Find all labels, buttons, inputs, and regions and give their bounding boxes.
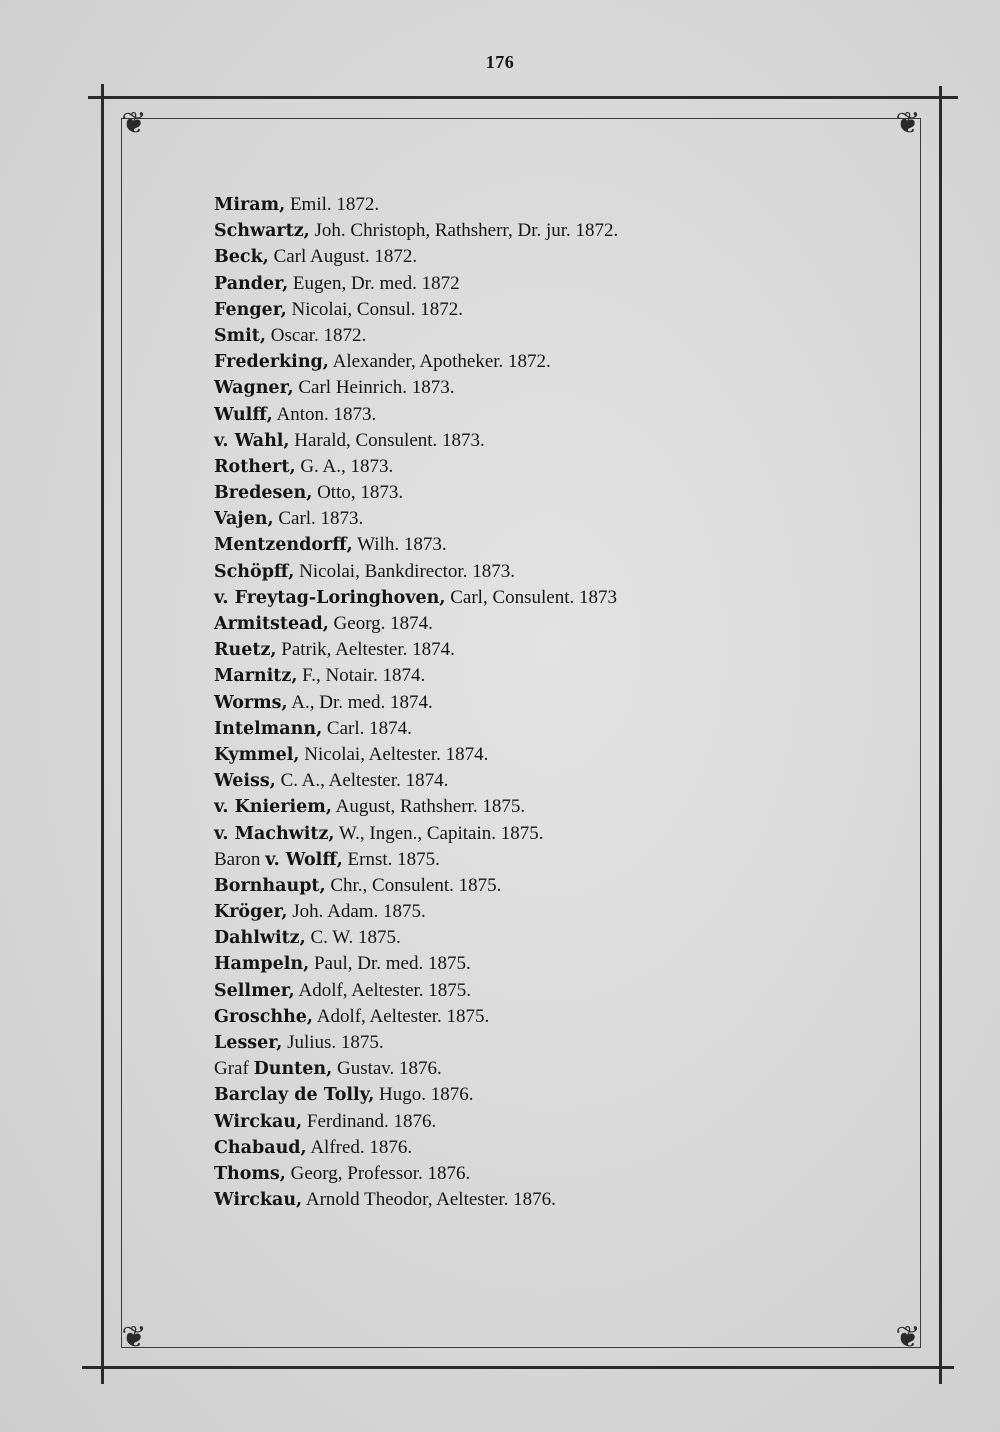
list-item [214,480,914,506]
entry-details: Ernst. 1875. [342,848,440,870]
list-item [214,821,914,847]
list-item [214,1109,914,1135]
list-item [214,218,914,244]
entry-surname: Wulff, [214,404,273,425]
list-item [214,244,914,270]
entry-details: Georg. 1874. [328,613,433,634]
entry-surname: Miram, [214,195,286,215]
entry-details: Patrik, Aeltester. 1874. [276,639,455,661]
entry-details: Joh. Christoph, Rathsherr, Dr. jur. 1872. [309,220,619,242]
page-number: 176 [485,52,515,72]
list-item [214,402,914,428]
entry-surname: v. Freytag-Loringhoven, [214,587,446,608]
list-item [214,663,914,689]
border-left-rule [101,84,104,1384]
entry-details: Harald, Consulent. 1873. [289,429,485,451]
entry-surname: Rothert, [214,456,296,477]
list-item [214,375,914,401]
entry-details: Gustav. 1876. [332,1058,442,1080]
entry-surname: Thoms, [214,1163,286,1184]
entry-details: Carl. 1874. [322,717,412,739]
entry-details: Julius. 1875. [282,1032,384,1053]
list-item [214,716,914,742]
border-top-rule [88,96,958,99]
list-item [214,271,914,297]
entry-details: G. A., 1873. [295,455,394,477]
list-item [214,1056,914,1082]
entry-surname: Chabaud, [214,1137,307,1158]
entry-surname: Worms, [214,692,288,713]
entry-details: Joh. Adam. 1875. [287,901,426,923]
entry-details: August, Rathsherr. 1875. [331,796,526,818]
list-item [214,794,914,820]
entry-surname: Pander, [214,273,289,294]
list-item [214,1004,914,1030]
entry-details: Nicolai, Consul. 1872. [286,298,464,320]
list-item [214,1030,914,1056]
list-item [214,1161,914,1187]
entry-details: Ferdinand. 1876. [302,1110,437,1132]
list-item [214,742,914,768]
list-item [214,428,914,454]
entry-details: F., Notair. 1874. [297,665,426,687]
entry-surname: Mentzendorff, [214,535,353,556]
border-bottom-rule [82,1366,954,1369]
entry-surname: Vajen, [214,509,274,530]
entry-surname: Kröger, [214,902,288,923]
corner-ornament-icon: ❦ [895,107,921,140]
entry-details: Anton. 1873. [272,403,377,425]
list-item [214,192,914,218]
entry-surname: Weiss, [214,771,276,792]
entry-surname: Marnitz, [214,666,298,687]
list-item [214,585,914,611]
entry-details: Arnold Theodor, Aeltester. 1876. [302,1189,556,1211]
list-item [214,532,914,558]
entry-details: W., Ingen., Capitain. 1875. [334,822,544,844]
entry-details: Carl. 1873. [273,508,364,530]
entry-details: Nicolai, Bankdirector. 1873. [294,560,515,582]
entry-details: C. A., Aeltester. 1874. [275,770,449,792]
entry-surname: Dahlwitz, [214,928,306,949]
entry-details: Adolf, Aeltester. 1875. [294,979,472,1001]
list-item [214,506,914,532]
entry-surname: v. Knieriem, [214,797,332,818]
list-item [214,637,914,663]
list-item [214,1187,914,1213]
list-item [214,454,914,480]
list-item [214,978,914,1004]
member-list [214,192,914,1213]
entry-details: A., Dr. med. 1874. [287,691,433,713]
entry-details: Chr., Consulent. 1875. [325,874,502,896]
entry-details: Carl August. 1872. [268,246,418,268]
entry-surname: Beck, [214,247,269,268]
entry-title-prefix: Graf [214,1058,254,1080]
entry-surname: Groschhe, [214,1006,314,1027]
entry-details: Carl, Consulent. 1873 [445,586,618,608]
entry-surname: Wirckau, [214,1111,303,1132]
entry-surname: Smit, [214,325,266,346]
entry-details: Nicolai, Aeltester. 1874. [299,743,489,765]
entry-surname: Hampeln, [214,954,310,975]
entry-surname: Wirckau, [214,1190,303,1211]
entry-details: Hugo. 1876. [374,1084,474,1106]
entry-surname: Fenger, [214,299,287,320]
corner-ornament-icon: ❦ [121,1321,147,1354]
entry-details: Alexander, Apotheker. 1872. [328,351,551,373]
list-item [214,611,914,637]
list-item [214,297,914,323]
entry-details: Adolf, Aeltester. 1875. [313,1005,490,1027]
list-item [214,559,914,585]
list-item [214,690,914,716]
list-item [214,925,914,951]
entry-details: C. W. 1875. [305,927,401,949]
entry-surname: Kymmel, [214,744,300,765]
entry-surname: v. Wahl, [214,430,290,451]
entry-surname: Schöpff, [214,561,295,582]
list-item [214,349,914,375]
entry-surname: Wagner, [214,378,294,399]
entry-details: Georg, Professor. 1876. [285,1162,471,1184]
list-item [214,899,914,925]
corner-ornament-icon: ❦ [895,1321,921,1354]
border-right-rule [939,86,942,1384]
entry-surname: Dunten, [253,1059,333,1080]
entry-details: Paul, Dr. med. 1875. [309,953,471,975]
entry-surname: Sellmer, [214,980,295,1001]
entry-details: Eugen, Dr. med. 1872 [288,272,460,294]
corner-ornament-icon: ❦ [121,107,147,140]
entry-details: Carl Heinrich. 1873. [293,377,455,399]
entry-details: Alfred. 1876. [306,1136,413,1158]
entry-surname: Bornhaupt, [214,875,326,896]
entry-details: Emil. 1872. [285,194,380,215]
entry-surname: Schwartz, [214,221,310,242]
list-item [214,951,914,977]
list-item [214,323,914,349]
entry-surname: v. Wolff, [265,849,343,870]
list-item [214,1082,914,1108]
entry-surname: Lesser, [214,1033,283,1053]
list-item [214,873,914,899]
entry-surname: Frederking, [214,352,329,373]
entry-title-prefix: Baron [214,848,266,870]
list-item [214,847,914,873]
entry-surname: Bredesen, [214,483,313,504]
entry-surname: Armitstead, [214,614,329,634]
entry-details: Oscar. 1872. [265,324,367,346]
entry-surname: v. Machwitz, [214,823,335,844]
entry-surname: Ruetz, [214,640,277,661]
entry-surname: Barclay de Tolly, [214,1085,375,1106]
list-item [214,768,914,794]
list-item [214,1135,914,1161]
entry-details: Otto, 1873. [312,482,404,504]
entry-details: Wilh. 1873. [352,534,447,556]
entry-surname: Intelmann, [214,718,323,739]
